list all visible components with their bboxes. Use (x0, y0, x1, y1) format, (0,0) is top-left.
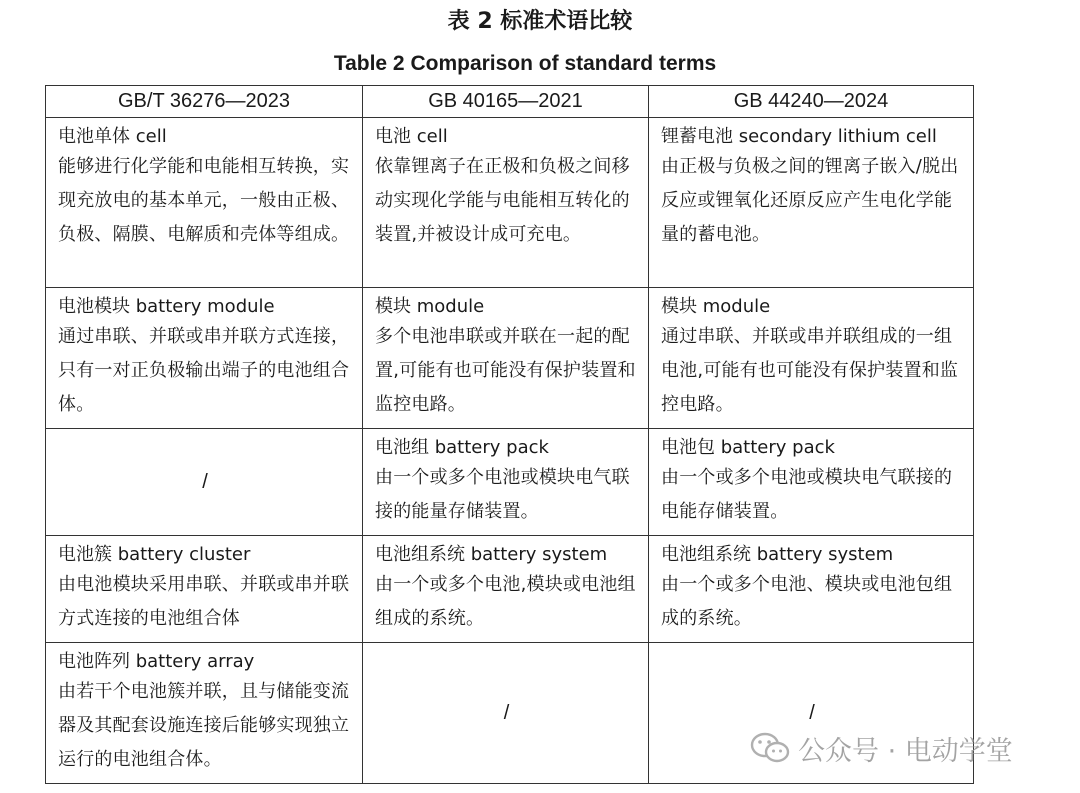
term-definition: 由正极与负极之间的锂离子嵌入/脱出反应或锂氧化还原反应产生电化学能量的蓄电池。 (661, 156, 959, 245)
watermark (750, 728, 1013, 768)
table-cell (363, 429, 649, 536)
comparison-table (45, 85, 974, 784)
table-cell (649, 429, 974, 536)
table-cell (46, 288, 363, 429)
term-label: 电池包 battery pack (661, 437, 835, 458)
term-label: 电池组系统 battery system (375, 544, 608, 565)
term-definition: 多个电池串联或并联在一起的配置,可能有也可能没有保护装置和监控电路。 (375, 326, 636, 415)
empty-cell-slash: / (363, 643, 649, 784)
table-cell (363, 536, 649, 643)
empty-cell-slash: / (649, 643, 974, 784)
term-definition: 通过串联、并联或串并联方式连接，只有一对正负极输出端子的电池组合体。 (58, 326, 350, 415)
term-definition: 通过串联、并联或串并联组成的一组电池,可能有也可能没有保护装置和监控电路。 (661, 326, 959, 415)
empty-cell-slash: / (46, 429, 363, 536)
term-label: 电池组系统 battery system (661, 544, 894, 565)
term-definition: 由若干个电池簇并联，且与储能变流器及其配套设施连接后能够实现独立运行的电池组合体。 (58, 681, 350, 770)
term-definition: 由一个或多个电池或模块电气联接的电能存储装置。 (661, 467, 953, 522)
table-cell (46, 643, 363, 784)
term-label: 电池簇 battery cluster (58, 544, 251, 565)
table-title-chinese: 表 2 标准术语比较 (447, 9, 633, 34)
term-label: 模块 module (375, 296, 485, 317)
table-cell (649, 118, 974, 288)
term-definition: 由电池模块采用串联、并联或串并联方式连接的电池组合体 (58, 574, 350, 629)
table-row (46, 536, 974, 643)
term-label: 电池模块 battery module (58, 296, 275, 317)
table-cell (649, 536, 974, 643)
watermark-text: 公众号 · 电动学堂 (798, 735, 1013, 767)
table-cell (46, 536, 363, 643)
table-cell (363, 118, 649, 288)
term-label: 电池单体 cell (58, 126, 167, 147)
term-label: 电池阵列 battery array (58, 651, 255, 672)
term-label: 锂蓄电池 secondary lithium cell (661, 126, 937, 147)
header-row (46, 86, 974, 118)
table-cell (649, 288, 974, 429)
term-label: 电池组 battery pack (375, 437, 549, 458)
term-label: 电池 cell (375, 126, 448, 147)
wechat-icon (750, 731, 790, 765)
term-definition: 由一个或多个电池或模块电气联接的能量存储装置。 (375, 467, 630, 522)
header-gbt-36276: GB/T 36276—2023 (46, 86, 363, 118)
table-row (46, 118, 974, 288)
table-row (46, 288, 974, 429)
table-row (46, 429, 974, 536)
table-cell (363, 288, 649, 429)
term-label: 模块 module (661, 296, 771, 317)
table-title-english: Table 2 Comparison of standard terms (333, 52, 717, 75)
term-definition: 由一个或多个电池,模块或电池组组成的系统。 (375, 574, 636, 629)
table-cell (46, 118, 363, 288)
header-gb-44240: GB 44240—2024 (649, 86, 974, 118)
term-definition: 依靠锂离子在正极和负极之间移动实现化学能与电能相互转化的装置,并被设计成可充电。 (375, 156, 630, 245)
term-definition: 能够进行化学能和电能相互转换，实现充放电的基本单元，一般由正极、负极、隔膜、电解质和壳体等组成。 (58, 156, 350, 245)
term-definition: 由一个或多个电池、模块或电池包组成的系统。 (661, 574, 953, 629)
header-gb-40165: GB 40165—2021 (363, 86, 649, 118)
